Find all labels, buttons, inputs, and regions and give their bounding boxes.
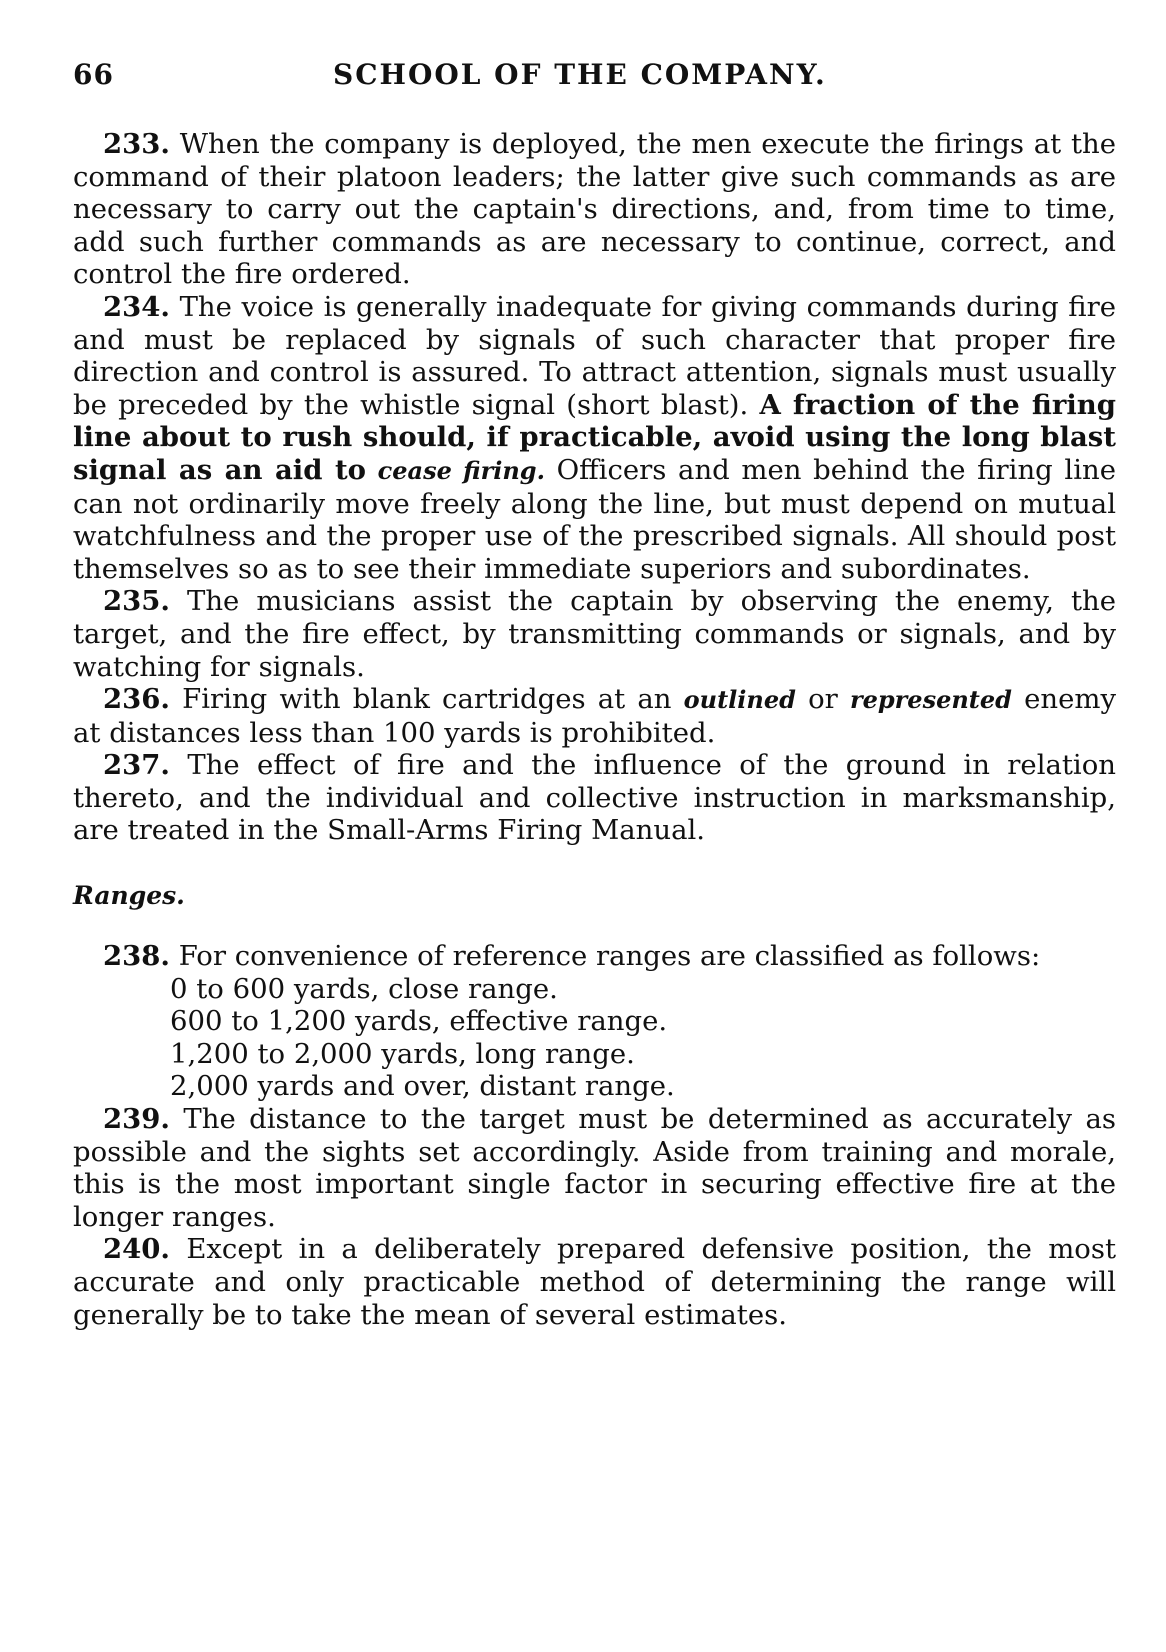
paragraph-238 (73, 940, 1116, 973)
paragraph-text: enemy at distances less than 100 yards is prohibited. (73, 683, 1116, 749)
paragraph-234 (73, 291, 1116, 585)
paragraph-number: 238. (103, 940, 170, 973)
page-header (73, 58, 1116, 106)
paragraph-text: For convenience of reference ranges are classified as follows: (178, 940, 1041, 973)
list-item: 2,000 yards and over, distant range. (170, 1070, 675, 1103)
section-heading: Ranges. (73, 881, 185, 911)
paragraph-text: Officers and men behind the firing line can not ordinarily move freely along the line, but must depend on mutual watchfulness and the proper use of the prescribed signals. All should post themselves so as to see their immediate superiors and subordinates. (73, 453, 1116, 585)
list-item: 0 to 600 yards, close range. (170, 972, 558, 1005)
paragraph-text: or (808, 683, 838, 716)
list-item: 600 to 1,200 yards, effective range. (170, 1005, 668, 1038)
paragraph-number: 240. (103, 1233, 170, 1266)
paragraph-text: Except in a deliberately prepared defensive position, the most accurate and only practicable method of determining the range will generally be to take the mean of several estimates. (73, 1233, 1116, 1331)
paragraph-237 (73, 749, 1116, 847)
paragraph-text: Firing with blank cartridges at an (182, 683, 672, 716)
italic-term: cease firing. (377, 455, 545, 485)
paragraph-text: When the company is deployed, the men execute the firings at the command of their platoon leaders; the latter give such commands as are necessary to carry out the captain's directions, and, from time to time, add such further commands as are necessary to continue, correct, and control the fire ordered. (73, 128, 1116, 291)
italic-term: represented (849, 685, 1012, 715)
paragraph-text: The effect of fire and the influence of the ground in relation thereto, and the individual and collective instruction in marksmanship, are treated in the Small-Arms Firing Manual. (73, 749, 1116, 847)
list-item: 1,200 to 2,000 yards, long range. (170, 1037, 635, 1070)
paragraph-text-bold: A fraction of the firing line about to rush should, if practicable, avoid using the long blast signal as an aid to (73, 388, 1116, 486)
paragraph-text: The distance to the target must be determined as accurately as possible and the sights set accordingly. Aside from training and morale, this is the most important single factor in securing effective fire at the longer ranges. (73, 1103, 1116, 1233)
page-number: 66 (73, 58, 114, 91)
paragraph-number: 234. (103, 290, 170, 323)
paragraph-236 (73, 683, 1116, 749)
paragraph-number: 237. (103, 749, 170, 782)
paragraph-number: 236. (103, 683, 170, 716)
paragraph-number: 235. (103, 585, 170, 618)
paragraph-235 (73, 585, 1116, 683)
paragraph-number: 233. (103, 128, 170, 160)
range-list (73, 973, 1116, 1103)
running-head: SCHOOL OF THE COMPANY. (333, 58, 827, 91)
italic-term: outlined (683, 685, 796, 715)
paragraph-233 (73, 128, 1116, 291)
body-text (73, 128, 1116, 1331)
paragraph-239 (73, 1103, 1116, 1233)
paragraph-240 (73, 1233, 1116, 1331)
paragraph-text: The musicians assist the captain by observing the enemy, the target, and the fire effect, by transmitting commands or signals, and by watching for signals. (73, 585, 1116, 683)
paragraph-number: 239. (103, 1103, 170, 1136)
paragraph-text: The voice is generally inadequate for giving commands during fire and must be replaced by signals of such character that proper fire direction and control is assured. To attract attention, signals must usually be preceded by the whistle signal (short blast). (73, 290, 1116, 421)
